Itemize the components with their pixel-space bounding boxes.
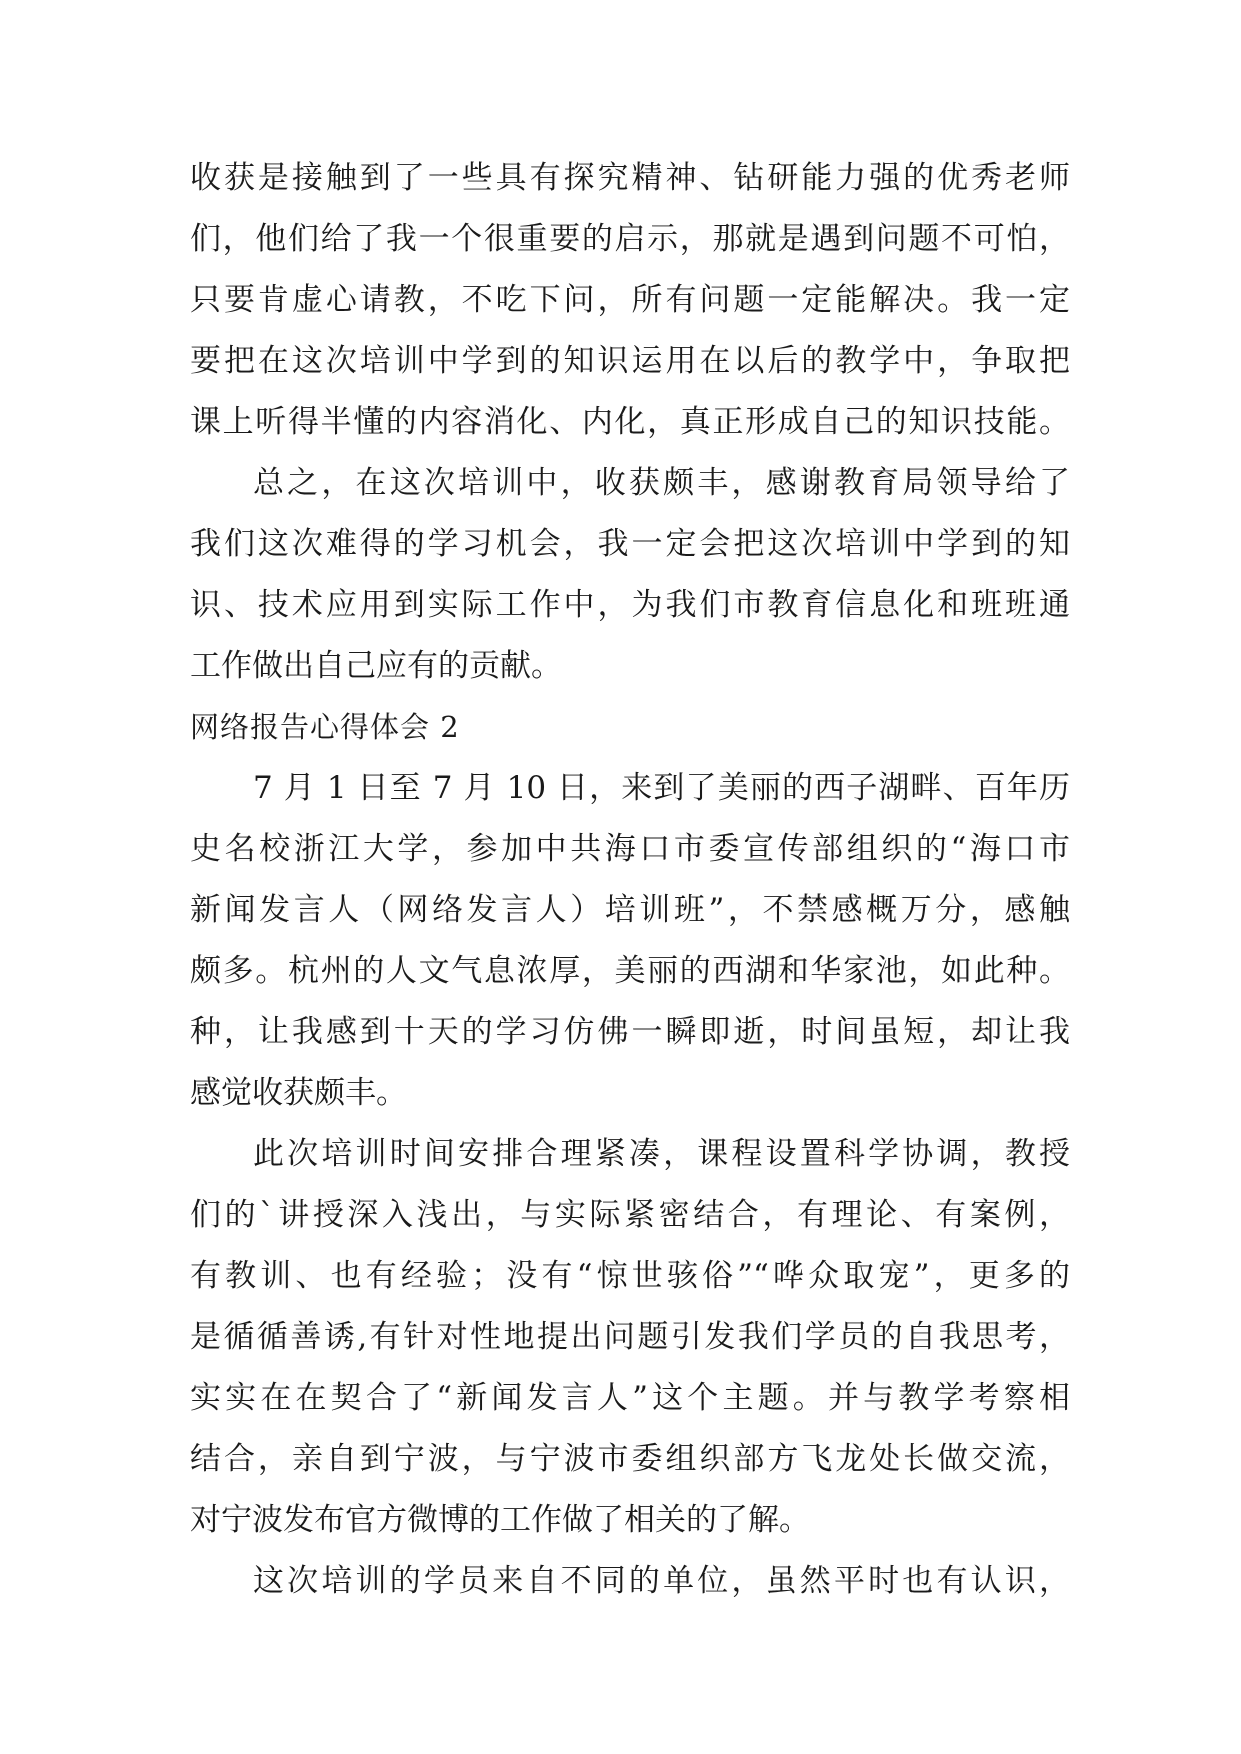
paragraph-line: 只要肯虚心请教，不吃下问，所有问题一定能解决。我一定 <box>190 282 1070 318</box>
paragraph-line: 要把在这次培训中学到的知识运用在以后的教学中，争取把 <box>190 343 1070 379</box>
paragraph-line: 新闻发言人（网络发言人）培训班”，不禁感概万分，感触 <box>190 892 1070 928</box>
paragraph-line: 种，让我感到十天的学习仿佛一瞬即逝，时间虽短，却让我 <box>190 1014 1070 1050</box>
paragraph-line: 有教训、也有经验；没有“惊世骇俗”“哗众取宠”，更多的 <box>190 1258 1070 1294</box>
paragraph-line: 感觉收获颇丰。 <box>190 1075 407 1111</box>
paragraph-line: 此次培训时间安排合理紧凑，课程设置科学协调，教授 <box>253 1136 1070 1172</box>
paragraph-line: 总之，在这次培训中，收获颇丰，感谢教育局领导给了 <box>253 465 1070 501</box>
paragraph-line: 课上听得半懂的内容消化、内化，真正形成自己的知识技能。 <box>190 404 1070 440</box>
paragraph-line: 这次培训的学员来自不同的单位，虽然平时也有认识， <box>253 1563 1070 1599</box>
paragraph-line: 收获是接触到了一些具有探究精神、钻研能力强的优秀老师 <box>190 160 1070 196</box>
section-heading: 网络报告心得体会 2 <box>190 710 460 744</box>
paragraph-line: 我们这次难得的学习机会，我一定会把这次培训中学到的知 <box>190 526 1070 562</box>
paragraph-line: 颇多。杭州的人文气息浓厚，美丽的西湖和华家池，如此种。 <box>190 953 1070 989</box>
paragraph-line: 识、技术应用到实际工作中，为我们市教育信息化和班班通 <box>190 587 1070 623</box>
paragraph-line: 结合，亲自到宁波，与宁波市委组织部方飞龙处长做交流， <box>190 1441 1070 1477</box>
paragraph-line: 实实在在契合了“新闻发言人”这个主题。并与教学考察相 <box>190 1380 1070 1416</box>
paragraph-line: 史名校浙江大学，参加中共海口市委宣传部组织的“海口市 <box>190 831 1070 867</box>
paragraph-line: 对宁波发布官方微博的工作做了相关的了解。 <box>190 1502 810 1538</box>
paragraph-line: 工作做出自己应有的贡献。 <box>190 648 562 684</box>
paragraph-line: 是循循善诱,有针对性地提出问题引发我们学员的自我思考， <box>190 1319 1070 1355</box>
paragraph-line: 7 月 1 日至 7 月 10 日，来到了美丽的西子湖畔、百年历 <box>253 770 1070 806</box>
paragraph-line: 们的`讲授深入浅出，与实际紧密结合，有理论、有案例， <box>190 1197 1070 1233</box>
paragraph-line: 们，他们给了我一个很重要的启示，那就是遇到问题不可怕， <box>190 221 1070 257</box>
